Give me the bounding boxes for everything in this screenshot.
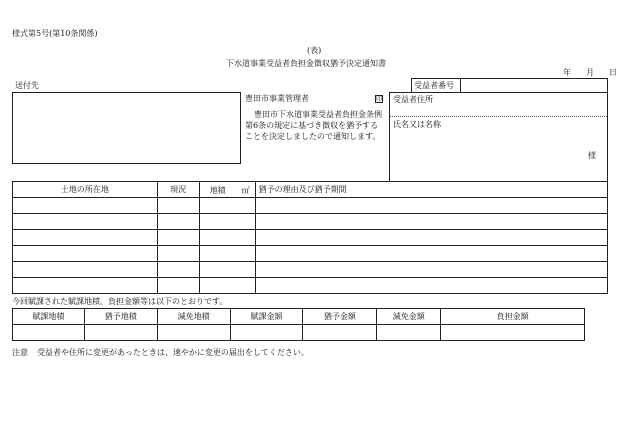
note-label: 注意: [12, 348, 28, 357]
header-charge-amount: 負担金額: [441, 309, 585, 325]
date-year: 年: [563, 68, 571, 77]
land-table-header: [13, 182, 608, 198]
assessed-amount-value[interactable]: [230, 325, 303, 341]
table-row: [13, 246, 608, 262]
area-cell[interactable]: [199, 278, 255, 294]
exempt-area-value[interactable]: [157, 325, 230, 341]
assessment-value-row: [13, 325, 585, 341]
recipient-address-box[interactable]: [12, 92, 241, 164]
notice-body-line-2: 第6条の規定に基づき徴収を猶予する: [245, 121, 379, 130]
area-cell[interactable]: [199, 230, 255, 246]
reason-cell[interactable]: [255, 198, 607, 214]
form-side: (表): [307, 46, 322, 55]
reason-cell[interactable]: [255, 262, 607, 278]
location-cell[interactable]: [13, 262, 158, 278]
recipient-label: 送付先: [15, 81, 39, 90]
status-cell[interactable]: [157, 246, 199, 262]
beneficiary-number-label: 受益者番号: [414, 81, 454, 90]
exempt-amount-value[interactable]: [377, 325, 441, 341]
notice-body-line-1: 豊田市下水道事業受益者負担金条例: [254, 110, 382, 119]
reason-cell[interactable]: [255, 230, 607, 246]
header-reason: 猶予の理由及び猶予期間: [255, 182, 607, 198]
area-cell[interactable]: [199, 214, 255, 230]
location-cell[interactable]: [13, 246, 158, 262]
header-assessed-amount: 賦課金額: [230, 309, 303, 325]
header-deferred-amount: 猶予金額: [303, 309, 377, 325]
header-assessed-area: 賦課地積: [13, 309, 85, 325]
header-status: 現況: [157, 182, 199, 198]
status-cell[interactable]: [157, 278, 199, 294]
status-cell[interactable]: [157, 230, 199, 246]
status-cell[interactable]: [157, 214, 199, 230]
seal-mark: 印: [376, 96, 383, 103]
reason-cell[interactable]: [255, 246, 607, 262]
land-table: [12, 181, 608, 294]
table-row: [13, 262, 608, 278]
date-month: 月: [586, 68, 594, 77]
assessment-header-row: [13, 309, 585, 325]
header-area-unit: ㎡: [241, 186, 250, 195]
area-cell[interactable]: [199, 246, 255, 262]
location-cell[interactable]: [13, 198, 158, 214]
area-cell[interactable]: [199, 198, 255, 214]
status-cell[interactable]: [157, 262, 199, 278]
beneficiary-name-label: 氏名又は名称: [393, 120, 441, 129]
charge-amount-value[interactable]: [441, 325, 585, 341]
assessment-intro: 今回賦課された賦課地積、負担金額等は以下のとおりです。: [12, 297, 228, 306]
assessed-area-value[interactable]: [13, 325, 85, 341]
table-row: [13, 278, 608, 294]
header-deferred-area: 猶予地積: [84, 309, 157, 325]
table-row: [13, 214, 608, 230]
header-area-label: 地積: [209, 186, 226, 195]
location-cell[interactable]: [13, 214, 158, 230]
reason-cell[interactable]: [255, 214, 607, 230]
note-text: 受益者や住所に変更があったときは、速やかに変更の届出をしてください。: [37, 348, 309, 357]
table-row: [13, 230, 608, 246]
page-title: 下水道事業受益者負担金徴収猶予決定通知書: [226, 59, 386, 68]
honorific: 様: [588, 151, 596, 160]
notice-body-line-3: ことを決定しましたので通知します。: [245, 132, 381, 141]
header-exempt-area: 減免地積: [157, 309, 230, 325]
header-area: [199, 182, 255, 198]
table-row: [13, 198, 608, 214]
area-cell[interactable]: [199, 262, 255, 278]
location-cell[interactable]: [13, 278, 158, 294]
reason-cell[interactable]: [255, 278, 607, 294]
location-cell[interactable]: [13, 230, 158, 246]
deferred-area-value[interactable]: [84, 325, 157, 341]
form-number: 様式第5号(第10条関係): [12, 29, 98, 38]
beneficiary-address-label: 受益者住所: [393, 95, 433, 104]
deferred-amount-value[interactable]: [303, 325, 377, 341]
header-location: 土地の所在地: [13, 182, 158, 198]
status-cell[interactable]: [157, 198, 199, 214]
assessment-table: [12, 308, 585, 341]
date-day: 日: [609, 68, 617, 77]
issuer-name: 豊田市事業管理者: [245, 94, 309, 103]
header-exempt-amount: 減免金額: [377, 309, 441, 325]
